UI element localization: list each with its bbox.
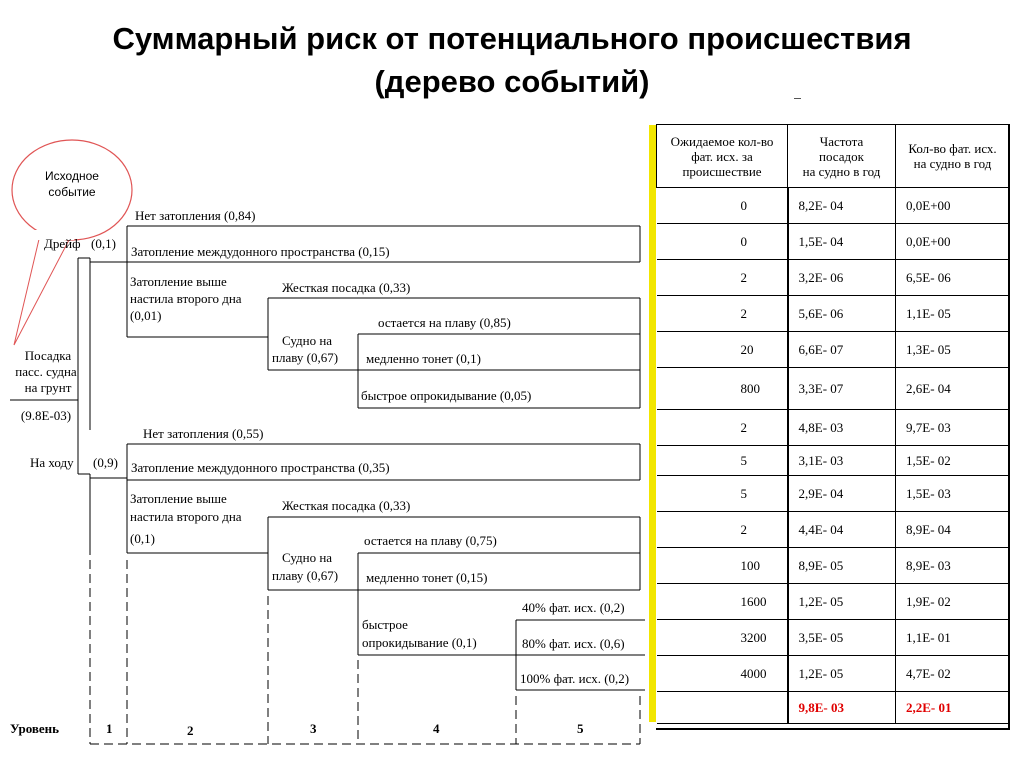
- page-title: Суммарный риск от потенциального происшествия: [112, 21, 912, 56]
- level-2: 2: [187, 723, 194, 738]
- table-row: 4000 1,2E- 05 4,7E- 02: [657, 656, 1010, 692]
- page-subtitle: (дерево событий): [374, 64, 650, 99]
- table-row: 1600 1,2E- 05 1,9E- 02: [657, 584, 1010, 620]
- drift-afloat-1: Судно на: [282, 333, 333, 348]
- level-5: 5: [577, 721, 584, 736]
- level-3: 3: [310, 721, 317, 736]
- drift-stays: остается на плаву (0,85): [378, 315, 511, 330]
- level-1: 1: [106, 721, 113, 736]
- way-fat40: 40% фат. исх. (0,2): [522, 600, 625, 615]
- drift-value: (0,1): [91, 236, 116, 251]
- total-frequency: 9,8E- 03: [788, 692, 896, 724]
- way-branch-lines: [90, 444, 645, 690]
- root-label-2: пасс. судна: [15, 364, 77, 379]
- way-above-1: Затопление выше: [130, 491, 227, 506]
- drift-above-1: Затопление выше: [130, 274, 227, 289]
- way-fat100: 100% фат. исх. (0,2): [520, 671, 630, 686]
- table-row: 0 8,2E- 04 0,0E+00: [657, 188, 1010, 224]
- drift-no-flood: Нет затопления (0,84): [135, 208, 256, 223]
- level-label: Уровень: [10, 721, 60, 736]
- table-row: 2 5,6E- 06 1,1E- 05: [657, 296, 1010, 332]
- table-row: 800 3,3E- 07 2,6E- 04: [657, 368, 1010, 410]
- way-above-2: настила второго дна: [130, 509, 242, 524]
- col-header-frequency: Частота посадок на судно в год: [788, 125, 896, 188]
- accent-bar: [649, 125, 656, 722]
- table-row: 2 4,8E- 03 9,7E- 03: [657, 410, 1010, 446]
- table-row: 0 1,5E- 04 0,0E+00: [657, 224, 1010, 260]
- table-row: 2 3,2E- 06 6,5E- 06: [657, 260, 1010, 296]
- underway-label: На ходу: [30, 455, 74, 470]
- root-label-3: на грунт: [24, 380, 72, 395]
- way-stays: остается на плаву (0,75): [364, 533, 497, 548]
- underway-value: (0,9): [93, 455, 118, 470]
- way-afloat-1: Судно на: [282, 550, 333, 565]
- table-row: 5 3,1E- 03 1,5E- 02: [657, 446, 1010, 476]
- way-slowly: медленно тонет (0,15): [366, 570, 488, 585]
- table-row: 5 2,9E- 04 1,5E- 03: [657, 476, 1010, 512]
- table-header-row: [657, 125, 1010, 188]
- level-frames: [90, 560, 640, 744]
- drift-afloat-2: плаву (0,67): [272, 350, 339, 365]
- drift-hard-landing: Жесткая посадка (0,33): [282, 280, 411, 295]
- root-event: [15, 348, 77, 423]
- risk-table: [656, 124, 1009, 724]
- level-4: 4: [433, 721, 440, 736]
- col-header-expected: Ожидаемое кол-во фат. исх. за происшествие: [657, 125, 788, 188]
- total-fatalities: 2,2E- 01: [896, 692, 1010, 724]
- drift-fast: быстрое опрокидывание (0,05): [361, 388, 532, 403]
- way-afloat-2: плаву (0,67): [272, 568, 339, 583]
- table-total-row: [657, 692, 1010, 724]
- way-hard-landing: Жесткая посадка (0,33): [282, 498, 411, 513]
- drift-slowly: медленно тонет (0,1): [366, 351, 481, 366]
- root-value: (9.8E-03): [20, 408, 72, 423]
- drift-inter-flood: Затопление междудонного пространства (0,15): [131, 244, 390, 259]
- table-row: 3200 3,5E- 05 1,1E- 01: [657, 620, 1010, 656]
- way-fat80: 80% фат. исх. (0,6): [522, 636, 625, 651]
- table-row: 100 8,9E- 05 8,9E- 03: [657, 548, 1010, 584]
- way-above-value: (0,1): [130, 531, 155, 546]
- callout-text-2: событие: [48, 185, 96, 199]
- callout-text-1: Исходное: [45, 169, 99, 183]
- table-row: 2 4,4E- 04 8,9E- 04: [657, 512, 1010, 548]
- way-inter-flood: Затопление междудонного пространства (0,35): [131, 460, 390, 475]
- way-fast-1: быстрое: [362, 617, 408, 632]
- drift-label: Дрейф: [44, 236, 81, 251]
- drift-above-value: (0,01): [130, 308, 162, 323]
- col-header-fatalities: Кол-во фат. исх. на судно в год: [896, 125, 1010, 188]
- table-row: 20 6,6E- 07 1,3E- 05: [657, 332, 1010, 368]
- root-label-1: Посадка: [24, 348, 72, 363]
- way-no-flood: Нет затопления (0,55): [143, 426, 264, 441]
- way-fast-2: опрокидывание (0,1): [362, 635, 477, 650]
- drift-above-2: настила второго дна: [130, 291, 242, 306]
